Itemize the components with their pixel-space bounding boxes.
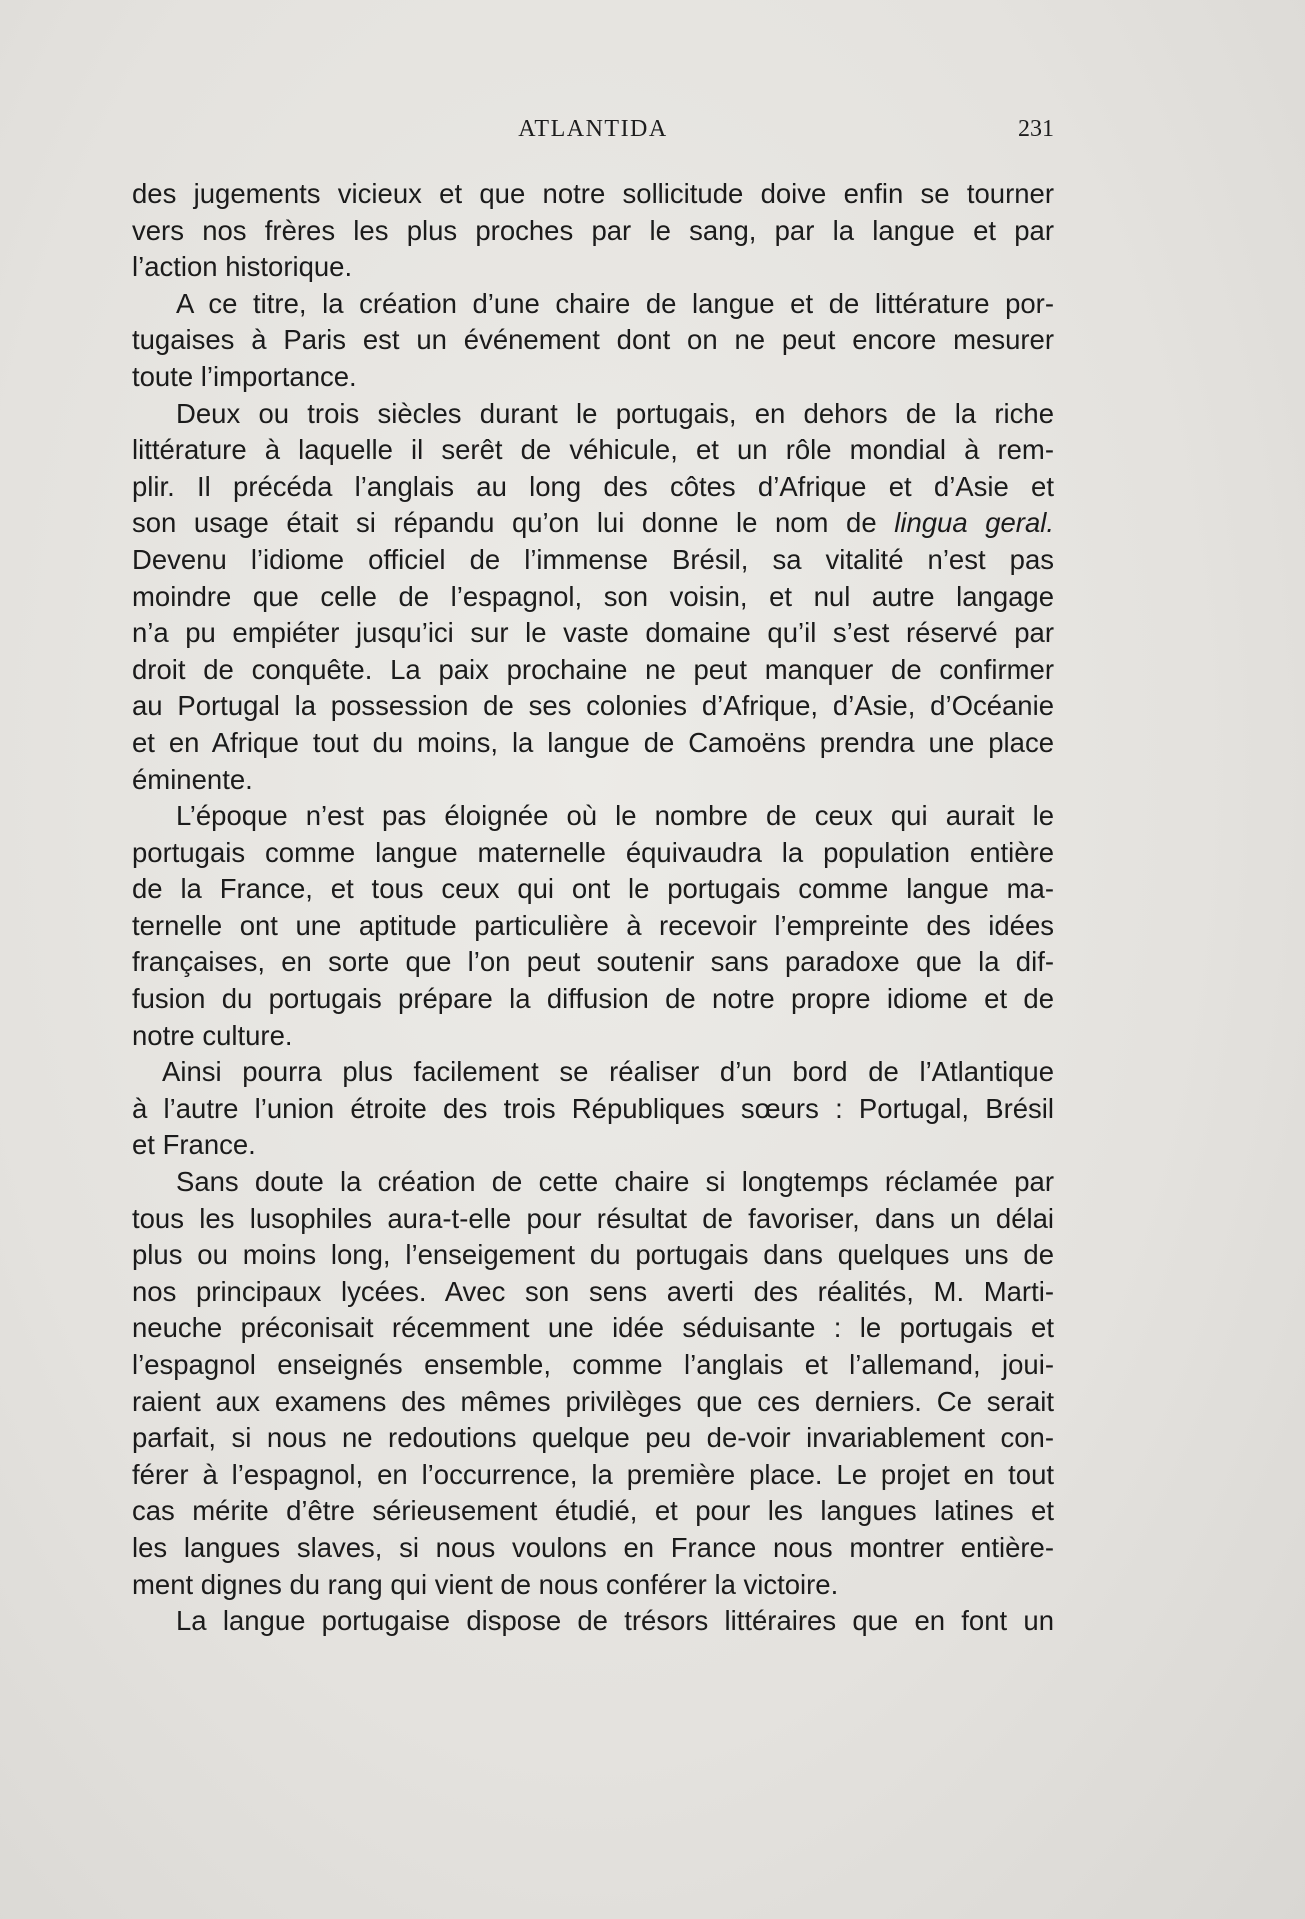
running-header [132, 116, 1054, 156]
text-line: son usage était si répandu qu’on lui donne le nom de lingua geral. [132, 507, 1054, 539]
text-line: Deux ou trois siècles durant le portugais, en dehors de la riche [176, 397, 1054, 429]
text-line: Sans doute la création de cette chaire si longtemps réclamée par [176, 1166, 1054, 1198]
text-line: plus ou moins long, l’enseigement du portugais dans quelques uns de [132, 1239, 1054, 1271]
text-line: et en Afrique tout du moins, la langue de Camoëns prendra une place [132, 726, 1054, 758]
text-line: portugais comme langue maternelle équivaudra la population entière [132, 836, 1054, 868]
text-line: fusion du portugais prépare la diffusion de notre propre idiome et de [132, 983, 1054, 1015]
text-line: tous les lusophiles aura-t-elle pour résultat de favoriser, dans un délai [132, 1202, 1054, 1234]
text-line: Devenu l’idiome officiel de l’immense Brésil, sa vitalité n’est pas [132, 543, 1054, 575]
text-line: ternelle ont une aptitude particulière à recevoir l’empreinte des idées [132, 909, 1054, 941]
text-line: plir. Il précéda l’anglais au long des côtes d’Afrique et d’Asie et [132, 470, 1054, 502]
text-line: raient aux examens des mêmes privilèges que ces derniers. Ce serait [132, 1385, 1054, 1417]
body-text [132, 176, 1054, 1640]
text-line: l’espagnol enseignés ensemble, comme l’anglais et l’allemand, joui- [132, 1349, 1054, 1380]
text-line: La langue portugaise dispose de trésors littéraires que en font un [176, 1605, 1054, 1637]
text-line: l’action historique. [132, 251, 353, 283]
text-line: A ce titre, la création d’une chaire de langue et de littérature por- [176, 287, 1054, 319]
text-line: de la France, et tous ceux qui ont le portugais comme langue ma- [132, 873, 1054, 905]
text-line: férer à l’espagnol, en l’occurrence, la première place. Le projet en tout [132, 1458, 1054, 1490]
text-line: cas mérite d’être sérieusement étudié, et pour les langues latines et [132, 1495, 1054, 1527]
page-number: 231 [1018, 116, 1054, 142]
text-line: parfait, si nous ne redoutions quelque peu de-voir invariablement con- [132, 1422, 1054, 1454]
text-line: littérature à laquelle il serêt de véhicule, et un rôle mondial à rem- [132, 434, 1054, 466]
text-line: notre culture. [132, 1019, 293, 1051]
text-line: françaises, en sorte que l’on peut soutenir sans paradoxe que la dif- [132, 946, 1054, 978]
text-line: éminente. [132, 763, 253, 795]
text-line: tugaises à Paris est un événement dont on ne peut encore mesurer [132, 324, 1054, 356]
text-line: des jugements vicieux et que notre sollicitude doive enfin se tourner [132, 178, 1054, 209]
journal-title: ATLANTIDA [518, 116, 668, 142]
text-line: à l’autre l’union étroite des trois Républiques sœurs : Portugal, Brésil [132, 1092, 1054, 1124]
text-line: n’a pu empiéter jusqu’ici sur le vaste domaine qu’il s’est réservé par [132, 617, 1054, 649]
text-line: toute l’importance. [132, 360, 357, 392]
text-line: vers nos frères les plus proches par le sang, par la langue et par [132, 214, 1054, 246]
text-line: les langues slaves, si nous voulons en France nous montrer entière- [132, 1531, 1054, 1563]
text-line: nos principaux lycées. Avec son sens averti des réalités, M. Marti- [132, 1275, 1054, 1307]
text-line: au Portugal la possession de ses colonies d’Afrique, d’Asie, d’Océanie [132, 690, 1054, 722]
text-line: moindre que celle de l’espagnol, son voisin, et nul autre langage [132, 580, 1054, 612]
text-line: et France. [132, 1129, 256, 1161]
text-line: neuche préconisait récemment une idée séduisante : le portugais et [132, 1312, 1054, 1344]
text-line: ment dignes du rang qui vient de nous conférer la victoire. [132, 1568, 839, 1600]
text-line: Ainsi pourra plus facilement se réaliser d’un bord de l’Atlantique [162, 1056, 1054, 1088]
text-line: droit de conquête. La paix prochaine ne peut manquer de confirmer [132, 653, 1054, 685]
text-line: L’époque n’est pas éloignée où le nombre de ceux qui aurait le [176, 800, 1054, 832]
